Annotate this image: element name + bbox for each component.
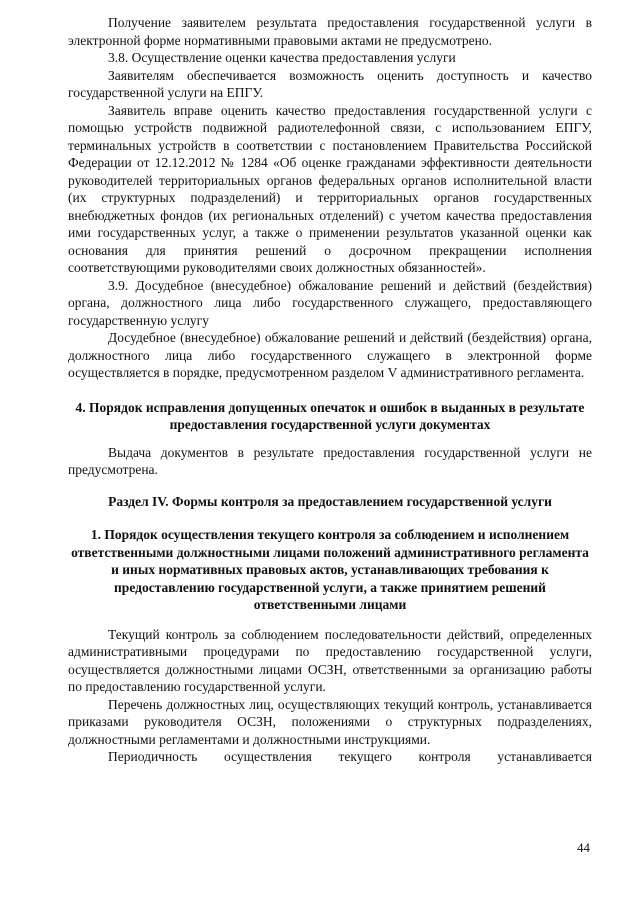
- paragraph: Текущий контроль за соблюдением последовательности действий, определенных административными процедурами по предоставлению государственной услуги, осуществляется должностными лицами ОСЗН, ответственными за организацию работы по предоставлению государственной услуги.: [68, 626, 592, 694]
- section-3-8-title: 3.8. Осуществление оценки качества предоставления услуги: [108, 50, 456, 65]
- section-3-9-title: 3.9. Досудебное (внесудебное) обжалование решений и действий (бездействия) органа, должностного лица либо государственного служащего, предоставляющего государственную услугу: [68, 277, 592, 328]
- paragraph: Выдача документов в результате предоставления государственной услуги не предусмотрена.: [68, 444, 592, 477]
- paragraph: Заявителям обеспечивается возможность оценить доступность и качество государственной услуги на ЕПГУ.: [68, 67, 592, 100]
- subsection-1-heading: 1. Порядок осуществления текущего контроля за соблюдением и исполнением ответственными должностными лицами положений административного регламента и иных нормативных правовых актов, устанавливающих требования к предоставлению государственной услуги, а также принятием решений ответственными лицами: [71, 527, 589, 612]
- page-content: [68, 14, 592, 766]
- section-4-heading: 4. Порядок исправления допущенных опечаток и ошибок в выданных в результате предоставления государственной услуги документах: [75, 399, 585, 432]
- paragraph: Заявитель вправе оценить качество предоставления государственной услуги с помощью устройств подвижной радиотелефонной связи, с использованием ЕПГУ, терминальных устройств в соответствии с постановлением Правительства Российской Федерации от 12.12.2012 № 1284 «Об оценке гражданами эффективности деятельности руководителей территориальных органов федеральных органов исполнительной власти (их структурных подразделений) и территориальных органов государственных внебюджетных фондов (их региональных отделений) с учетом качества предоставления ими государственных услуг, а также о применении результатов указанной оценки как основания для принятия решений о досрочном прекращении исполнения соответствующими руководителями своих должностных обязанностей».: [68, 102, 592, 275]
- paragraph: Получение заявителем результата предоставления государственной услуги в электронной форме нормативными правовыми актами не предусмотрено.: [68, 15, 592, 48]
- razdel-iv-heading: Раздел IV. Формы контроля за предоставлением государственной услуги: [108, 493, 552, 509]
- paragraph: Досудебное (внесудебное) обжалование решений и действий (бездействия) органа, должностного лица либо государственного служащего в электронной форме осуществляется в порядке, предусмотренном разделом V административного регламента.: [68, 330, 592, 380]
- paragraph: Периодичность осуществления текущего контроля устанавливается: [108, 749, 592, 764]
- paragraph: Перечень должностных лиц, осуществляющих текущий контроль, устанавливается приказами руководителя ОСЗН, положениями о структурных подразделениях, должностными регламентами и должностными инструкциями.: [68, 696, 592, 747]
- page-number: 44: [577, 840, 590, 855]
